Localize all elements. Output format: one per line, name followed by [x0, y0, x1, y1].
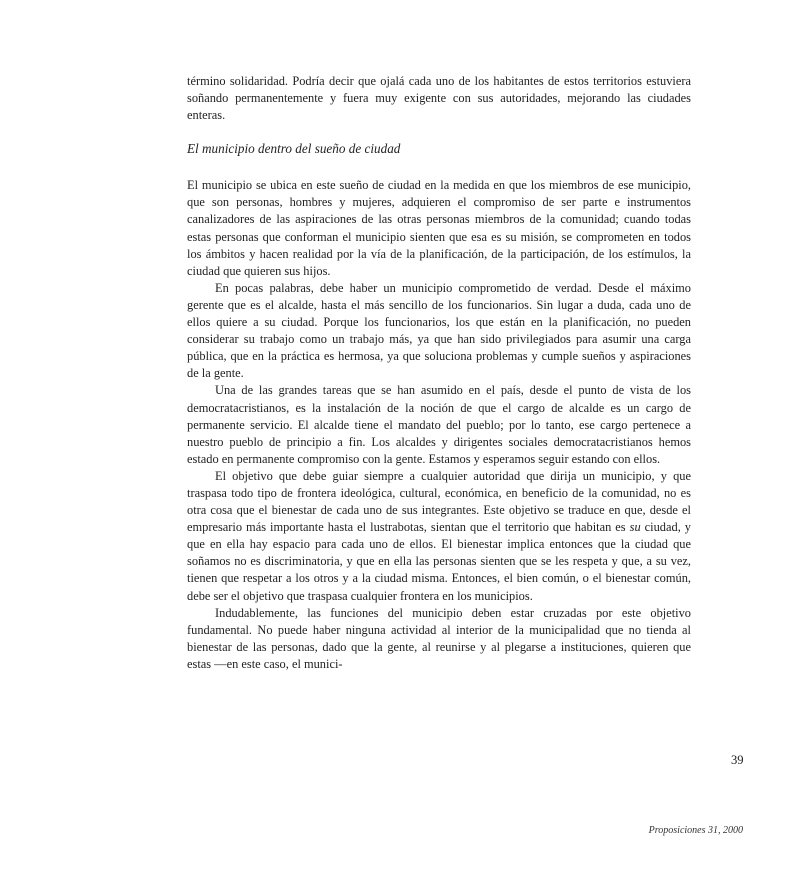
paragraph-4-text-start: El objetivo que debe guiar siempre a cualquier autoridad que dirija un municipio, y que traspasa todo tipo de frontera ideológica, cultural, económica, en beneficio de la comunidad, no es otra cosa que el bienestar de cada uno de sus integrantes. Este objetivo se traduce en que, desde el empresario más importante hasta el lustrabotas, sientan que el territorio que habitan es	[187, 468, 691, 535]
page-number: 39	[731, 753, 744, 767]
body-paragraph-2: En pocas palabras, debe haber un municipio comprometido de verdad. Desde el máximo gerente que es el alcalde, hasta el más sencillo de los funcionarios. Sin lugar a duda, cada uno de ellos quiere a su ciudad. Porque los funcionarios, los que están en la planificación, no pueden considerar su trabajo como un trabajo más, ya que han sido privilegiados para asumir una carga pública, que en la práctica es hermosa, ya que soluciona problemas y cumple sueños y aspiraciones de la gente.	[187, 280, 691, 381]
body-paragraph-5: Indudablemente, las funciones del municipio deben estar cruzadas por este objetivo fundamental. No puede haber ninguna actividad al interior de la municipalidad que no tienda al bienestar de las personas, dado que la gente, al reunirse y al plegarse a instituciones, quieren que estas —en este caso, el munici-	[187, 605, 691, 671]
body-paragraph-1: El municipio se ubica en este sueño de ciudad en la medida en que los miembros de ese municipio, que son personas, hombres y mujeres, adquieren el compromiso de ser parte e instrumentos canalizadores de las aspiraciones de las otras personas miembros de la comunidad; cuando todas estas personas que conforman el municipio sienten que esa es su misión, se comprometen en todos los ámbitos y hacen realidad por la vía de la planificación, de la participación, de los estímulos, la ciudad que quieren sus hijos.	[187, 178, 691, 278]
paragraph-4-emphasis: su	[629, 520, 641, 535]
section-heading: El municipio dentro del sueño de ciudad	[187, 141, 401, 157]
body-paragraph-3: Una de las grandes tareas que se han asumido en el país, desde el punto de vista de los democratacristianos, es la instalación de la noción de que el cargo de alcalde es un cargo de permanente servicio. El alcalde tiene el mandato del pueblo; por lo tanto, ese cargo pertenece a nuestro pueblo de principio a fin. Los alcaldes y dirigentes sociales democratacristianos hemos estado en permanente compromiso con la gente. Estamos y esperamos seguir estando con ellos.	[187, 383, 691, 466]
body-paragraph-4	[187, 468, 691, 605]
journal-footer: Proposiciones 31, 2000	[648, 825, 743, 836]
intro-paragraph: término solidaridad. Podría decir que ojalá cada uno de los habitantes de estos territorios estuviera soñando permanentemente y fuera muy exigente con sus autoridades, mejorando las ciudades enteras.	[187, 74, 691, 123]
paragraph-4-text-end: ciudad, y que en ella hay espacio para cada uno de ellos. El bienestar implica entonces que la ciudad que soñamos no es discriminatoria, y que en ella las personas sienten que se les respeta y que, a su vez, tienen que respetar a los otros y a la ciudad misma. Entonces, el bien común, o el bienestar común, debe ser el objetivo que traspasa cualquier frontera en los municipios.	[187, 520, 691, 603]
article-body	[187, 73, 691, 673]
